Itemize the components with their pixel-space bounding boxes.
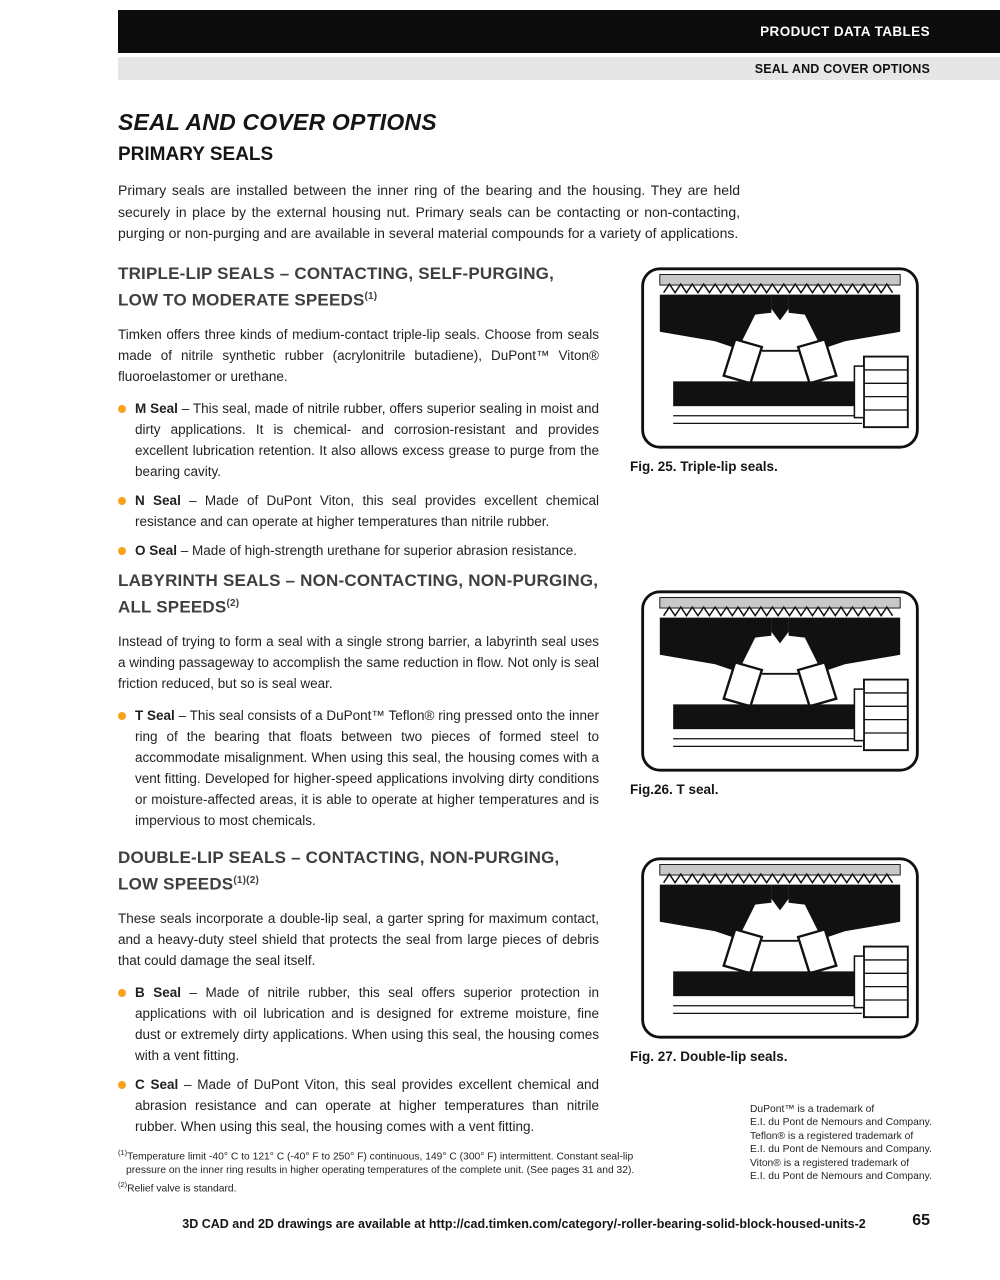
heading-line-1: DOUBLE-LIP SEALS – CONTACTING, NON-PURGING, (118, 848, 560, 867)
heading-line-2: ALL SPEEDS (118, 597, 227, 617)
heading-superscript: (2) (226, 597, 240, 609)
heading-line-2: LOW SPEEDS (118, 874, 234, 894)
bullet-item-c-seal (118, 1074, 599, 1137)
bearing-cross-section-diagram (630, 265, 930, 451)
heading-line-1: LABYRINTH SEALS – NON-CONTACTING, NON-PURGING, (118, 571, 599, 590)
bullet-item-n-seal (118, 490, 599, 532)
subheader-title: SEAL AND COVER OPTIONS (754, 61, 930, 76)
seal-name: N Seal (135, 492, 181, 508)
bullet-icon (118, 712, 126, 720)
seal-bullet-list (118, 982, 599, 1137)
header-title: PRODUCT DATA TABLES (760, 24, 930, 39)
seal-description: – Made of high-strength urethane for superior abrasion resistance. (180, 542, 578, 558)
section-paragraph: Instead of trying to form a seal with a single strong barrier, a labyrinth seal uses a winding passageway to accomplish the same reduction in flow. Not only is seal friction reduced, but so is seal wear. (118, 633, 600, 691)
page-number: 65 (912, 1212, 930, 1229)
trademark-line: E.I. du Pont de Nemours and Company. (750, 1144, 932, 1156)
seal-description: – Made of DuPont Viton, this seal provides excellent chemical resistance and can operate at higher temperatures than nitrile rubber. (135, 492, 599, 529)
bullet-icon (118, 547, 126, 555)
figure-caption: Fig. 25. Triple-lip seals. (630, 459, 778, 474)
heading-superscript: (1)(2) (233, 874, 260, 886)
bullet-item-t-seal (118, 705, 599, 831)
footnote-superscript: (1) (118, 1148, 128, 1157)
figure-caption: Fig.26. T seal. (630, 782, 719, 797)
seal-description: – This seal, made of nitrile rubber, offers superior sealing in moist and dirty applications. It is chemical- and corrosion-resistant and provides excellent lubrication retention. It also allows excess grease to purge from the bearing cavity. (135, 400, 599, 479)
heading-line-1: TRIPLE-LIP SEALS – CONTACTING, SELF-PURGING, (118, 264, 555, 283)
section-heading (118, 263, 599, 312)
footnote-superscript: (2) (118, 1180, 128, 1190)
footnote-text: Relief valve is standard. (127, 1183, 237, 1195)
footnote-text: Temperature limit -40° C to 121° C (-40° F to 250° F) continuous, 149° C (300° F) intermittent. Constant seal-lip pressure on the inner ring results in higher operating temperatures of the complete unit. (See pages 31 and 32). (126, 1151, 635, 1176)
intro-paragraph: Primary seals are installed between the inner ring of the bearing and the housing. They are held securely in place by the external housing nut. Primary seals can be contacting or non-contacting, purging or non-purging and are available in several material compounds for a variety of applications. (118, 182, 740, 241)
bearing-cross-section-diagram (630, 588, 930, 774)
bullet-icon (118, 1081, 126, 1089)
bullet-item-m-seal (118, 398, 599, 482)
seal-name: C Seal (135, 1076, 179, 1092)
bearing-cross-section-diagram (630, 855, 930, 1041)
seal-name: O Seal (135, 542, 178, 558)
figure-caption: Fig. 27. Double-lip seals. (630, 1049, 788, 1064)
seal-description: – This seal consists of a DuPont™ Teflon® ring pressed onto the inner ring of the bearing that floats between two pieces of formed steel to accommodate misalignment. When using this seal, the housing comes with a vent fitting. Developed for higher-speed applications involving dirty conditions or moisture-affected areas, it is able to operate at higher temperatures and is impervious to most chemicals. (135, 707, 599, 828)
bullet-item-b-seal (118, 982, 599, 1066)
seal-name: M Seal (135, 400, 178, 416)
seal-bullet-list (118, 398, 599, 561)
figure-double-lip-seals (630, 855, 932, 1064)
trademark-line: Viton® is a registered trademark of (750, 1157, 910, 1169)
figure-triple-lip-seals (630, 265, 932, 474)
trademark-line: E.I. du Pont de Nemours and Company. (750, 1171, 932, 1183)
bullet-icon (118, 405, 126, 413)
footnotes-block (118, 1146, 673, 1197)
section-paragraph: These seals incorporate a double-lip seal, a garter spring for maximum contact, and a heavy-duty steel shield that protects the seal from large pieces of debris that could damage the seal itself. (118, 910, 599, 968)
heading-superscript: (1) (364, 290, 378, 302)
seal-description: – Made of nitrile rubber, this seal offers superior protection in applications with oil lubrication and is designed for extreme moisture, fine dust or extremely dirty applications. When using this seal, the housing comes with a vent fitting. (135, 984, 599, 1063)
footnote-1 (118, 1146, 673, 1177)
intro-block (118, 108, 758, 245)
bullet-icon (118, 989, 126, 997)
section-paragraph: Timken offers three kinds of medium-contact triple-lip seals. Choose from seals made of nitrile synthetic rubber (acrylonitrile butadiene), DuPont™ Viton® fluoroelastomer or urethane. (118, 326, 599, 384)
trademark-line: DuPont™ is a trademark of (750, 1104, 875, 1115)
section-triple-lip-seals (118, 263, 599, 569)
section-heading (118, 847, 599, 896)
trademark-line: E.I. du Pont de Nemours and Company. (750, 1117, 932, 1129)
footnote-2 (118, 1178, 673, 1196)
page-subtitle: PRIMARY SEALS (118, 144, 274, 165)
bullet-icon (118, 497, 126, 505)
seal-name: T Seal (135, 707, 175, 723)
header-band (118, 10, 1000, 53)
section-heading (118, 570, 599, 619)
subheader-band (118, 57, 1000, 80)
figure-t-seal (630, 588, 932, 797)
section-labyrinth-seals (118, 570, 599, 839)
page-title: SEAL AND COVER OPTIONS (118, 109, 437, 135)
trademark-line: Teflon® is a registered trademark of (750, 1130, 914, 1142)
footer-cad-link-text: 3D CAD and 2D drawings are available at http://cad.timken.com/category/-roller-bearing-solid-block-housed-units-2 (182, 1217, 866, 1231)
heading-line-2: LOW TO MODERATE SPEEDS (118, 290, 365, 310)
section-double-lip-seals (118, 847, 599, 1145)
trademark-notes (750, 1103, 950, 1183)
bullet-item-o-seal (118, 540, 599, 561)
seal-name: B Seal (135, 984, 182, 1000)
seal-description: – Made of DuPont Viton, this seal provides excellent chemical and abrasion resistance and can operate at higher temperatures than nitrile rubber. When using this seal, the housing comes with a vent fitting. (135, 1076, 599, 1134)
seal-bullet-list (118, 705, 599, 831)
